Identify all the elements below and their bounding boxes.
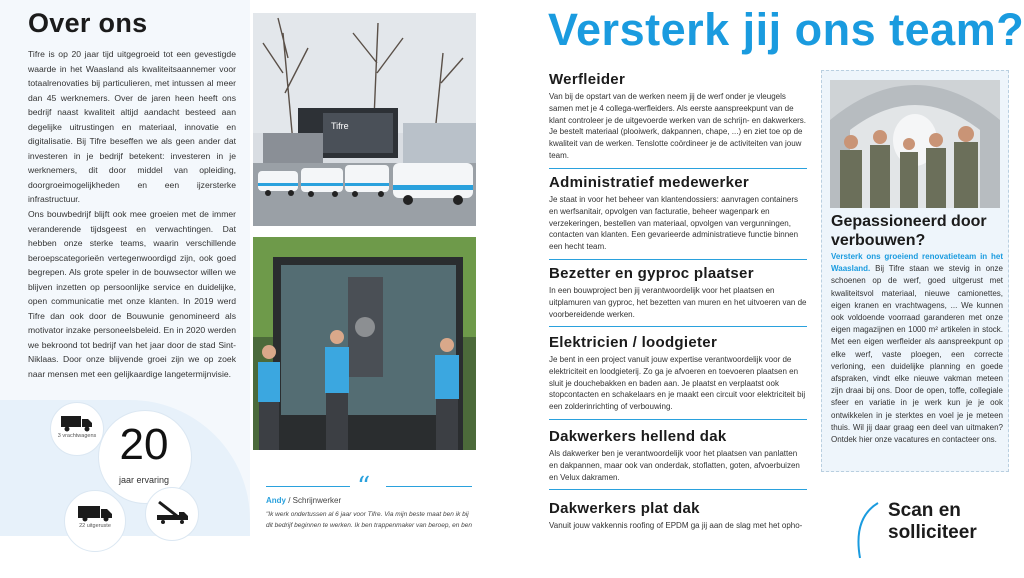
office-building-photo [253,13,476,226]
job-description: Van bij de opstart van de werken neem jij de werf onder je vleugels samen met je 4 collega-werfleiders. Als eerste aanspreekpunt van de klant controleer je de uitgevoerde werken van de schrijn- en dakwerkers. Je bestelt materiaal (plooiwerk, dakpannen, chape, ...) en ziet toe op de kwaliteit van de werken. Tenslotte coördineer je de activiteiten van jouw team. [549,92,807,160]
job-title: Dakwerkers plat dak [549,500,700,517]
quote-author-role: / Schrijnwerker [286,496,342,505]
years-number: 20 [119,420,169,469]
job-title: Administratief medewerker [549,174,750,191]
workers-glass-photo [253,237,476,450]
job-bezetter [549,265,807,327]
over-ons-paragraph-1: Tifre is op 20 jaar tijd uitgegroeid tot een gevestigde waarde in het Waasland als kwaliteitsaannemer voor totaalrenovaties bij particulieren, met intussen al meer dan 45 werknemers. Over de jaren heen heeft ons bedrijf naast kwaliteit altijd aandacht besteed aan degelijke uitrustingen en materiaal, innovatie en digitalisatie. Bij Tifre beseffen we als geen ander dat investeren in je bedrijf betekent: investeren in je werknemers, dit door middel van opleiding, doorgroeimogelijkheden en een ijzersterke infrastructuur. [28,49,236,204]
quote-text: "Ik werk ondertussen al 6 jaar voor Tifre. Via mijn beste maat ben ik bij dit bedrijf beginnen te werken. Ik ben trappenmaker van beroep, en ben [266,511,472,529]
team-tunnel-photo [830,80,1000,208]
sidebar-body: Bij Tifre staan we stevig in onze schoenen op de werf, goed uitgerust met kwaliteitsvol materiaal, nieuwe camionettes, eigen kranen en vrachtwagens, ... We kunnen ook voldoende voorraad garanderen met onze eigen magazijnen en 1000 m² artikelen in stock. Met een eigen werfleider als aanspreekpunt op elke werf, vaste ploegen, een correcte verloning, een duidelijke planning en goede afspraken, vindt elke nieuwe vakman meteen zijn draai bij ons. Door de open, toffe, collegiale sfeer en variatie in je werk kun je je ook ontwikkelen in je sterktes en voel je je meteen thuis. Wil jij daar graag een deel van uitmaken? Ontdek hier onze vacatures en contacteer ons. [831,264,1003,445]
job-dakwerker-plat [549,500,807,532]
scan-line-2: solliciteer [888,522,977,543]
job-description: Vanuit jouw vakkennis roofing of EPDM ga jij aan de slag met het opho- [549,521,803,530]
crane-stat [145,487,199,541]
over-ons-paragraph-2: Ons bouwbedrijf blijft ook mee groeien met de immer veranderende tijdsgeest en verwachtingen. Dat hebben onze sterke teams, waarin verschillende beroepscategorieën vertegenwoordigd zijn, ook goed begrepen. Als grote speler in de bouwsector willen we blijven inzetten op persoonlijke service en duidelijke, open communicatie met onze klanten. In 2019 werd Tifre dan ook door de Bouwunie genomineerd als motivator inzake personeelsbeleid. En in 2020 werden we bekroond tot bedrijf van het jaar door de stad Sint-Niklaas. Door onze blijvende groei zijn we op zoek naar mensen met een gelijkaardige langetermijnvisie. [28,209,236,379]
job-elektricien [549,334,807,420]
sidebar-text [831,251,1003,446]
scan-cta [888,500,977,544]
job-title: Dakwerkers hellend dak [549,428,727,445]
sidebar-highlight: Versterk ons groeiend renovatieteam in het Waasland. [831,252,1003,274]
sidebar-heading: Gepassioneerd door verbouwen? [831,213,987,249]
quote-author-name: Andy [266,496,286,505]
over-ons-title: Over ons [28,8,148,38]
quote-rule-left [266,486,350,487]
tifre-sign: Tifre [331,121,349,131]
quote-author [266,496,341,505]
job-divider [549,489,807,490]
van-icon [77,503,113,523]
job-administratief [549,174,807,260]
job-werfleider [549,71,807,169]
job-divider [549,419,807,420]
job-divider [549,259,807,260]
truck-icon [60,413,94,433]
crane-truck-icon [155,498,189,524]
job-description: In een bouwproject ben jij verantwoordelijk voor het plaatsen en uitplamuren van gyproc, het bezetten van muren en het uitvoeren van de voorbereidende werken. [549,286,807,319]
quote-rule-right [386,486,472,487]
scan-line-1: Scan en [888,500,961,521]
vans-label: 22 uitgeruste [79,523,111,529]
job-title: Bezetter en gyproc plaatser [549,265,754,282]
job-dakwerker-hellend [549,428,807,490]
job-title: Elektricien / loodgieter [549,334,718,351]
job-description: Je staat in voor het beheer van klantendossiers: aanvragen containers en werfsanitair, opvolgen van facturatie, beheer wagenpark en verzekeringen, bestellen van materiaal, opvolgen van vergunningen, contacten van klanten. Een gevarieerde administratieve functie binnen een hecht team. [549,195,799,252]
years-label: jaar ervaring [118,475,170,485]
recruitment-title: Versterk jij ons team? [548,4,1024,55]
vans-stat [64,490,126,552]
trucks-label: 3 vrachtwagens [57,433,97,439]
job-description: Je bent in een project vanuit jouw expertise verantwoordelijk voor de elektriciteit en loodgieterij. Zo ga je afvoeren en toevoeren plaatsen en sluit je douchebakken en baden aan. Je plaatst en verplaatst ook stopcontacten en schakelaars en je maakt een circuit voor elektriciteit bij een zolderinrichting of verbouwing. [549,355,806,412]
job-divider [549,326,807,327]
trucks-stat [50,402,104,456]
job-description: Als dakwerker ben je verantwoordelijk voor het plaatsen van panlatten en dakpannen, maar ook van onderdak, stoflatten, goten, afvoerbuizen en Velux dakramen. [549,449,800,482]
job-title: Werfleider [549,71,626,88]
job-divider [549,168,807,169]
quote-mark-icon: “ [357,472,371,502]
